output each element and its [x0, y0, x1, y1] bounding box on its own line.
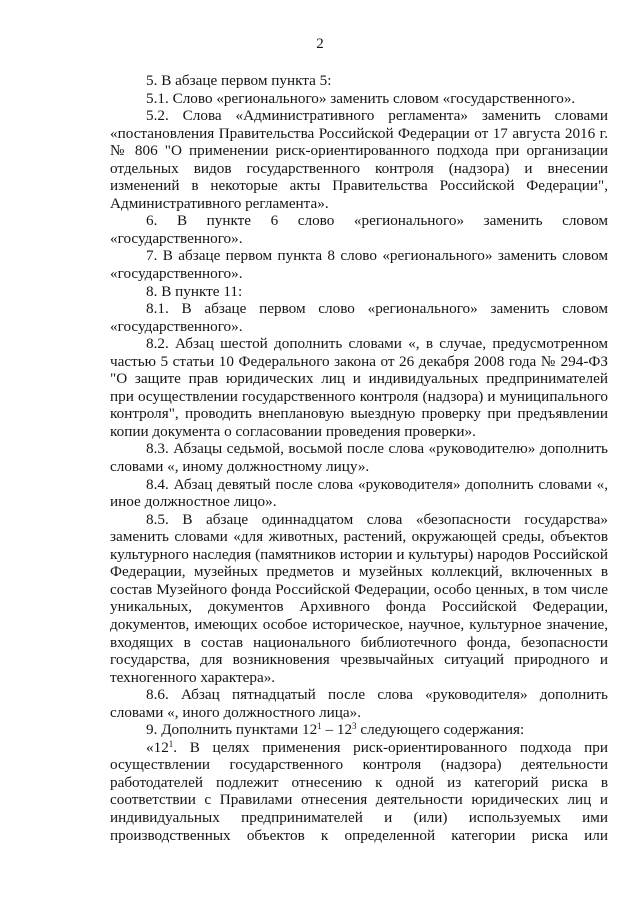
paragraph-8-2: 8.2. Абзац шестой дополнить словами «, в случае, предусмотренном частью 5 статьи 10 Федерального закона от 26 декабря 2008 года № 294-ФЗ "О защите прав юридических лиц и индивидуальных предпринимателей при осуществлении государственного контроля (надзора) и муниципального контроля", проводить внеплановую выездную проверку при предъявлении копии документа о согласовании проведения проверки».: [110, 335, 608, 440]
paragraph-8: 8. В пункте 11:: [146, 282, 243, 300]
paragraph-9: [110, 721, 608, 739]
paragraph-12-1: [110, 739, 608, 844]
paragraph-5-1: 5.1. Слово «регионального» заменить словом «государственного».: [146, 89, 576, 107]
paragraph-8-1: 8.1. В абзаце первом слово «регионального» заменить словом «государственного».: [110, 300, 608, 335]
paragraph-8-5: 8.5. В абзаце одиннадцатом слова «безопасности государства» заменить словами «для животных, растений, окружающей среды, объектов культурного наследия (памятников истории и культуры) народов Российской Федерации, музейных предметов и музейных коллекций, включенных в состав Музейного фонда Российской Федерации, особо ценных, в том числе уникальных, документов Архивного фонда Российской Федерации, документов, имеющих особое историческое, научное, культурное значение, входящих в состав национального библиотечного фонда, безопасности государства, для возникновения чрезвычайных ситуаций природного и техногенного характера».: [110, 510, 608, 686]
paragraph-9-text-before: 9. Дополнить пунктами 12: [146, 721, 318, 739]
paragraph-8-3: 8.3. Абзацы седьмой, восьмой после слова «руководителю» дополнить словами «, иному должностному лицу».: [110, 440, 608, 476]
superscript: 1: [168, 738, 174, 749]
paragraph-5: 5. В абзаце первом пункта 5:: [146, 72, 332, 89]
superscript: 3: [352, 721, 357, 732]
paragraph-5-2: 5.2. Слова «Административного регламента» заменить словами «постановления Правительства Российской Федерации от 17 августа 2016 г. № 806 "О применении риск-ориентированного подхода при организации отдельных видов государственного контроля (надзора) и внесении изменений в некоторые акты Правительства Российской Федерации", Административного регламента».: [110, 107, 608, 212]
paragraph-8-6: 8.6. Абзац пятнадцатый после слова «руководителя» дополнить словами «, иного должностного лица».: [110, 686, 608, 721]
paragraph-12-1-text-before: «12: [146, 738, 169, 756]
paragraph-7: 7. В абзаце первом пункта 8 слово «регионального» заменить словом «государственного».: [110, 247, 608, 283]
paragraph-8-4: 8.4. Абзац девятый после слова «руководителя» дополнить словами «, иное должностное лицо».: [110, 475, 608, 511]
paragraph-12-1-text-after: . В целях применения риск-ориентированного подхода при осуществлении государственного контроля (надзора) деятельности работодателей подлежит отнесению к одной из категорий риска в соответствии с Правилами отнесения деятельности юридических лиц и индивидуальных предпринимателей и (или) используемых ими производственных объектов к определенной категории риска или: [110, 738, 608, 844]
paragraph-6: 6. В пункте 6 слово «регионального» заменить словом «государственного».: [110, 212, 608, 247]
paragraph-9-text-mid: – 12: [321, 721, 353, 739]
document-body: [110, 72, 608, 844]
superscript: 1: [317, 721, 322, 732]
page-number: 2: [316, 36, 324, 52]
paragraph-9-text-after: следующего содержания:: [356, 721, 525, 739]
